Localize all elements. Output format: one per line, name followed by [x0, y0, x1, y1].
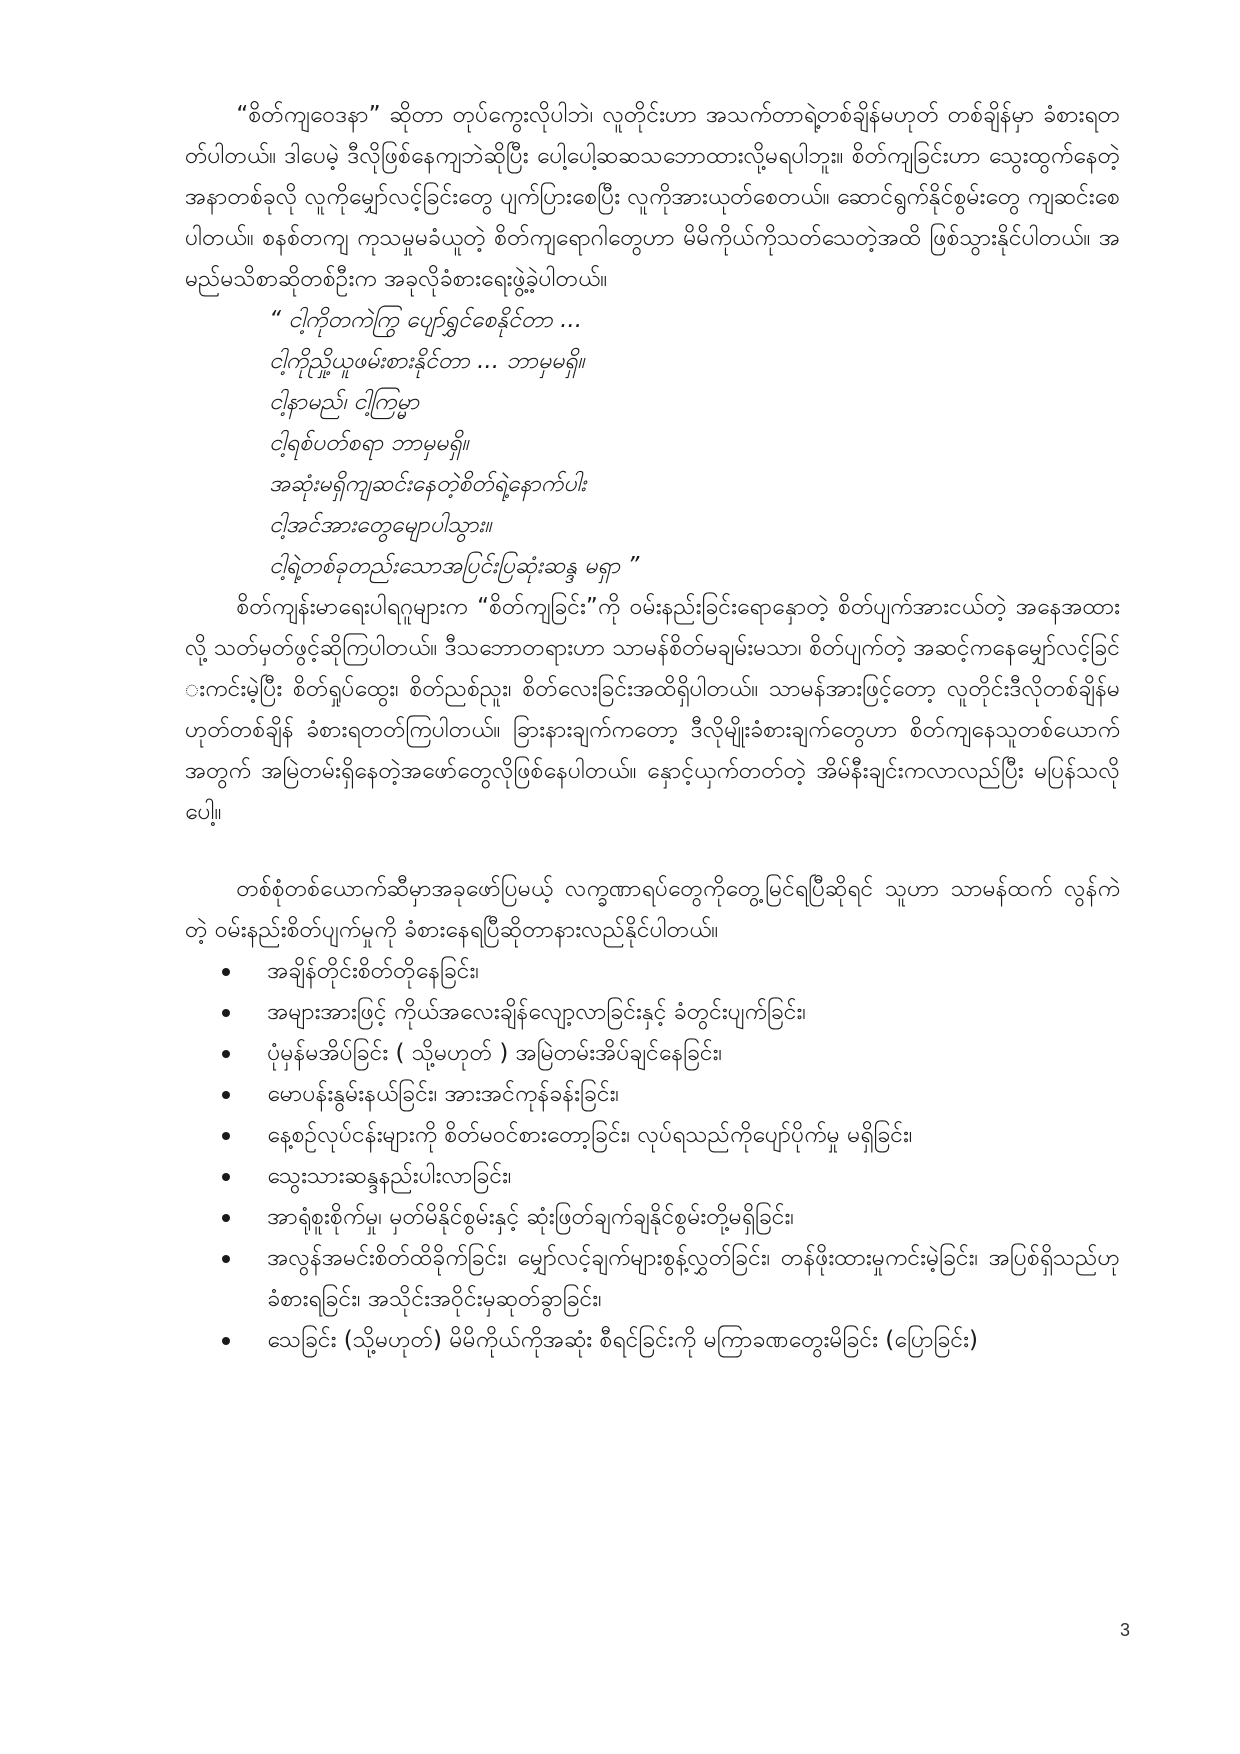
- poem-line: အဆုံးမရှိကျဆင်းနေတဲ့စိတ်ရဲ့နောက်ပါး: [269, 471, 587, 497]
- poem-line: ငါ့အင်အားတွေမျောပါသွား။: [269, 512, 492, 538]
- symptom-list: [185, 951, 1120, 1361]
- list-item: နေ့စဉ်လုပ်ငန်းများကို စိတ်မဝင်စားတော့ခြင်း၊ လုပ်ရသည်ကိုပျော်ပိုက်မှု မရှိခြင်း၊: [222, 1115, 1120, 1156]
- poem-line: ငါ့ရစ်ပတ်စရာ ဘာမှမရှိ။: [269, 430, 469, 456]
- poem-line: “ ငါ့ကိုတကဲကြွ ပျော်ရွှင်စေနိုင်တာ ...: [269, 307, 583, 333]
- list-item: အချိန်တိုင်းစိတ်တိုနေခြင်း၊: [222, 951, 1120, 992]
- paragraph-intro: “စိတ်ကျဝေဒနာ” ဆိုတာ တုပ်ကွေးလိုပါဘဲ၊ လူတိုင်းဟာ အသက်တာရဲ့တစ်ချိန်မဟုတ် တစ်ချိန်မှာ ခံစားရတတ်ပါတယ်။ ဒါပေမဲ့ ဒီလိုဖြစ်နေကျဘဲဆိုပြီး ပေါ့ပေါ့ဆဆသဘောထားလို့မရပါဘူး။ စိတ်ကျခြင်းဟာ သွေးထွက်နေတဲ့အနာတစ်ခုလို လူကိုမျှော်လင့်ခြင်းတွေ ပျက်ပြားစေပြီး လူကိုအားယုတ်စေတယ်။ ဆောင်ရွက်နိုင်စွမ်းတွေ ကျဆင်းစေပါတယ်။ စနစ်တကျ ကုသမှုမခံယူတဲ့ စိတ်ကျရောဂါတွေဟာ မိမိကိုယ်ကိုသတ်သေတဲ့အထိ ဖြစ်သွားနိုင်ပါတယ်။ အမည်မသိစာဆိုတစ်ဦးက အခုလိုခံစားရေးဖွဲ့ခဲ့ပါတယ်။: [185, 102, 1120, 292]
- bullet-icon: [222, 1214, 230, 1222]
- bullet-icon: [222, 1255, 230, 1263]
- list-item: သေခြင်း (သို့မဟုတ်) မိမိကိုယ်ကိုအဆုံး စီရင်ခြင်းကို မကြာခဏတွေးမိခြင်း (ပြောခြင်း): [222, 1320, 1120, 1361]
- list-item: ပုံမှန်မအိပ်ခြင်း ( သို့မဟုတ် ) အမြဲတမ်းအိပ်ချင်နေခြင်း၊: [222, 1033, 1120, 1074]
- bullet-icon: [222, 1091, 230, 1099]
- list-item: သွေးသားဆန္ဒနည်းပါးလာခြင်း၊: [222, 1156, 1120, 1197]
- paragraph-symptoms-intro: တစ်စုံတစ်ယောက်ဆီမှာအခုဖော်ပြမယ့် လက္ခဏာရပ်တွေကိုတွေ့မြင်ရပြီဆိုရင် သူဟာ သာမန်ထက် လွန်ကဲတဲ့ ဝမ်းနည်းစိတ်ပျက်မှုကို ခံစားနေရပြီဆိုတာနားလည်နိုင်ပါတယ်။: [185, 876, 1120, 943]
- list-item: အလွန်အမင်းစိတ်ထိခိုက်ခြင်း၊ မျှော်လင့်ချက်များစွန့်လွှတ်ခြင်း၊ တန်ဖိုးထားမှုကင်းမဲ့ခြင်း၊ အပြစ်ရှိသည်ဟုခံစားရခြင်း၊ အသိုင်းအဝိုင်းမှဆုတ်ခွာခြင်း၊: [222, 1238, 1120, 1320]
- document-page: [185, 95, 1120, 1361]
- bullet-icon: [222, 1337, 230, 1345]
- bullet-icon: [222, 1173, 230, 1181]
- page-number: 3: [1119, 1620, 1130, 1640]
- list-item: အာရုံစူးစိုက်မှု၊ မှတ်မိနိုင်စွမ်းနှင့် ဆုံးဖြတ်ချက်ချနိုင်စွမ်းတို့မရှိခြင်း၊: [222, 1197, 1120, 1238]
- bullet-icon: [222, 1132, 230, 1140]
- poem-line: ငါ့ရဲ့တစ်ခုတည်းသောအပြင်းပြဆုံးဆန္ဒ မရှာ ”: [269, 553, 640, 579]
- bullet-icon: [222, 1050, 230, 1058]
- poem: [269, 300, 1120, 587]
- paragraph-definition: စိတ်ကျန်းမာရေးပါရဂူများက “စိတ်ကျခြင်း”ကို ဝမ်းနည်းခြင်းရောနှောတဲ့ စိတ်ပျက်အားငယ်တဲ့ အနေအထားလို့ သတ်မှတ်ဖွင့်ဆိုကြပါတယ်။ ဒီသဘောတရားဟာ သာမန်စိတ်မချမ်းမသာ၊ စိတ်ပျက်တဲ့ အဆင့်ကနေမျှော်လင့်ခြင်းကင်းမဲ့ပြီး စိတ်ရှုပ်ထွေး၊ စိတ်ညစ်ညူး၊ စိတ်လေးခြင်းအထိရှိပါတယ်။ သာမန်အားဖြင့်တော့ လူတိုင်းဒီလိုတစ်ချိန်မဟုတ်တစ်ချိန် ခံစားရတတ်ကြပါတယ်။ ခြားနားချက်ကတော့ ဒီလိုမျိုးခံစားချက်တွေဟာ စိတ်ကျနေသူတစ်ယောက်အတွက် အမြဲတမ်းရှိနေတဲ့အဖော်တွေလိုဖြစ်နေပါတယ်။ နှောင့်ယှက်တတ်တဲ့ အိမ်နီးချင်းကလာလည်ပြီး မပြန်သလိုပေါ့။: [185, 594, 1120, 825]
- poem-line: ငါ့ကိုညှို့ယူဖမ်းစားနိုင်တာ ... ဘာမှမရှိ။: [269, 348, 585, 374]
- list-item: မောပန်းနွမ်းနယ်ခြင်း၊ အားအင်ကုန်ခန်းခြင်း၊: [222, 1074, 1120, 1115]
- list-item: အများအားဖြင့် ကိုယ်အလေးချိန်လျော့လာခြင်းနှင့် ခံတွင်းပျက်ခြင်း၊: [222, 992, 1120, 1033]
- poem-line: ငါ့နာမည်၊ ငါ့ကြမ္မာ: [269, 389, 420, 415]
- bullet-icon: [222, 1009, 230, 1017]
- bullet-icon: [222, 968, 230, 976]
